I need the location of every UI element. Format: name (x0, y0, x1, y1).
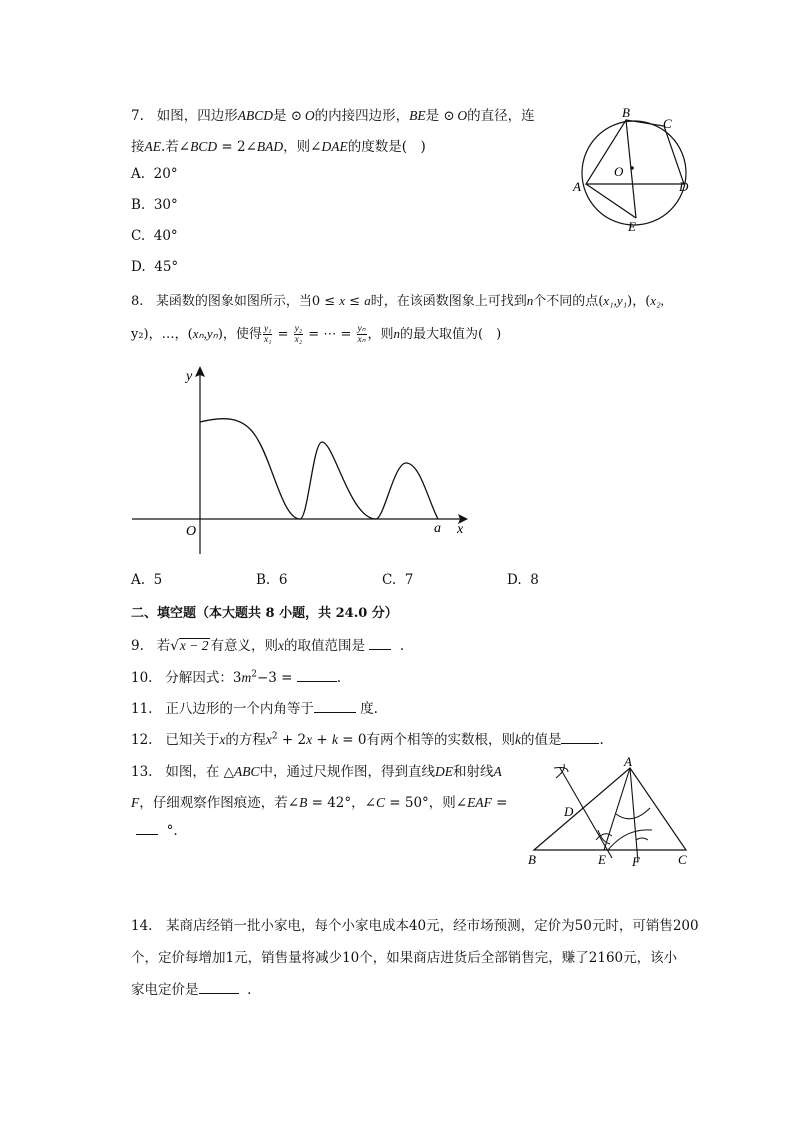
label-o: O (614, 164, 624, 179)
q13-triangle-figure (520, 756, 700, 874)
construction-arc-top (554, 764, 568, 778)
x-label: x (457, 522, 464, 537)
q8-option-c[interactable]: C. 7 (382, 572, 414, 588)
q10-line: 10. 分解因式：$3m^2-3$ = . (131, 669, 342, 686)
q8-line1: 8. 某函数的图象如图所示，当0 ≤ x ≤ a时，在该函数图象上可找到n个不同的点(x₁,y₁)，(x₂, (131, 293, 664, 309)
q7-line2: 接AE.若∠BCD = 2∠BAD，则∠DAE的度数是( ) (131, 139, 426, 155)
label-c: C (663, 116, 672, 131)
label-e: E (598, 852, 606, 867)
label-c: C (678, 852, 687, 867)
q13-line2: F，仔细观察作图痕迹，若∠B = 42°，∠C = 50°，则∠EAF = (131, 795, 508, 811)
q8-function-graph (128, 360, 478, 560)
center-point (630, 166, 634, 170)
segment-ae (586, 184, 636, 218)
segment-ae (604, 768, 630, 850)
section-heading: 二、填空题（本大题共 8 小题，共 24.0 分） (131, 606, 398, 621)
q12-line: 12. 已知关于x的方程$x^2 + 2x + k = 0$有两个相等的实数根，则k的值是 . (131, 731, 604, 748)
q14-answer-blank[interactable] (199, 981, 239, 994)
q11-answer-blank[interactable] (314, 700, 356, 713)
q7-circle-figure (566, 100, 706, 240)
circle-o (582, 121, 686, 225)
y-label: y (186, 369, 193, 384)
label-a: A (624, 756, 632, 769)
label-b: B (528, 852, 536, 867)
q14-line2: 个，定价每增加1元，销售量将减少10个，如果商店进货后全部销售完，赚了2160元，该小 (131, 950, 678, 966)
q12-answer-blank[interactable] (561, 731, 599, 744)
q13-answer-blank[interactable] (136, 822, 158, 835)
fraction-1: $\frac{\text{y₁}}{\text{x₁}}$ (263, 324, 272, 345)
q7-option-b[interactable]: B. 30° (131, 197, 178, 213)
label-b: B (622, 105, 630, 120)
fraction-2: $\frac{\text{y₂}}{\text{x₂}}$ (294, 324, 303, 345)
label-d: D (679, 179, 689, 194)
q7-option-d[interactable]: D. 45° (131, 259, 179, 275)
q8-option-a[interactable]: A. 5 (131, 572, 163, 588)
origin-label: O (186, 524, 197, 539)
fraction-n: $\frac{\text{yₙ}}{\text{xₙ}}$ (357, 324, 366, 345)
q8-option-d[interactable]: D. 8 (507, 572, 539, 588)
ray-af (630, 768, 638, 862)
label-d: D (564, 804, 574, 819)
label-e: E (628, 219, 636, 234)
q7-line1: 7. 如图，四边形ABCD是 ⊙ O的内接四边形，BE是 ⊙ O的直径，连 (131, 108, 535, 124)
q11-line: 11. 正八边形的一个内角等于 度. (131, 701, 378, 717)
q13-line1: 13. 如图，在 △ABC中，通过尺规作图，得到直线DE和射线A (131, 764, 502, 780)
q8-option-b[interactable]: B. 6 (256, 572, 288, 588)
q8-line2: y₂)，…，(xₙ,yₙ)，使得 $\frac{\text{y₁}}{\text{x₁}}$ = $\frac{\text{y₂}}{\text{x₂}}$ = ⋯ = $\frac{\text{yₙ}}{\text{xₙ}}$ ，则n的最大取值为( ) (131, 324, 502, 345)
function-curve (200, 419, 438, 519)
construction-arc-f (636, 838, 648, 840)
q7-option-c[interactable]: C. 40° (131, 228, 178, 244)
q10-answer-blank[interactable] (297, 669, 337, 682)
q9-line: 9. 若√x − 2 有意义，则x的取值范围是 . (131, 638, 405, 654)
label-a: A (573, 179, 581, 194)
q14-line3: 家电定价是 . (131, 982, 252, 998)
q14-line1: 14. 某商店经销一批小家电，每个小家电成本40元，经市场预测，定价为50元时，可销售200 (131, 918, 699, 934)
sqrt-sign: √ (170, 638, 179, 654)
a-label: a (434, 521, 441, 536)
q7-option-a[interactable]: A. 20° (131, 166, 178, 182)
q9-answer-blank[interactable] (369, 637, 391, 650)
q13-line3: °. (136, 822, 178, 839)
construction-arc-lower (608, 830, 652, 850)
label-f: F (632, 854, 640, 869)
triangle-abc (534, 768, 686, 850)
